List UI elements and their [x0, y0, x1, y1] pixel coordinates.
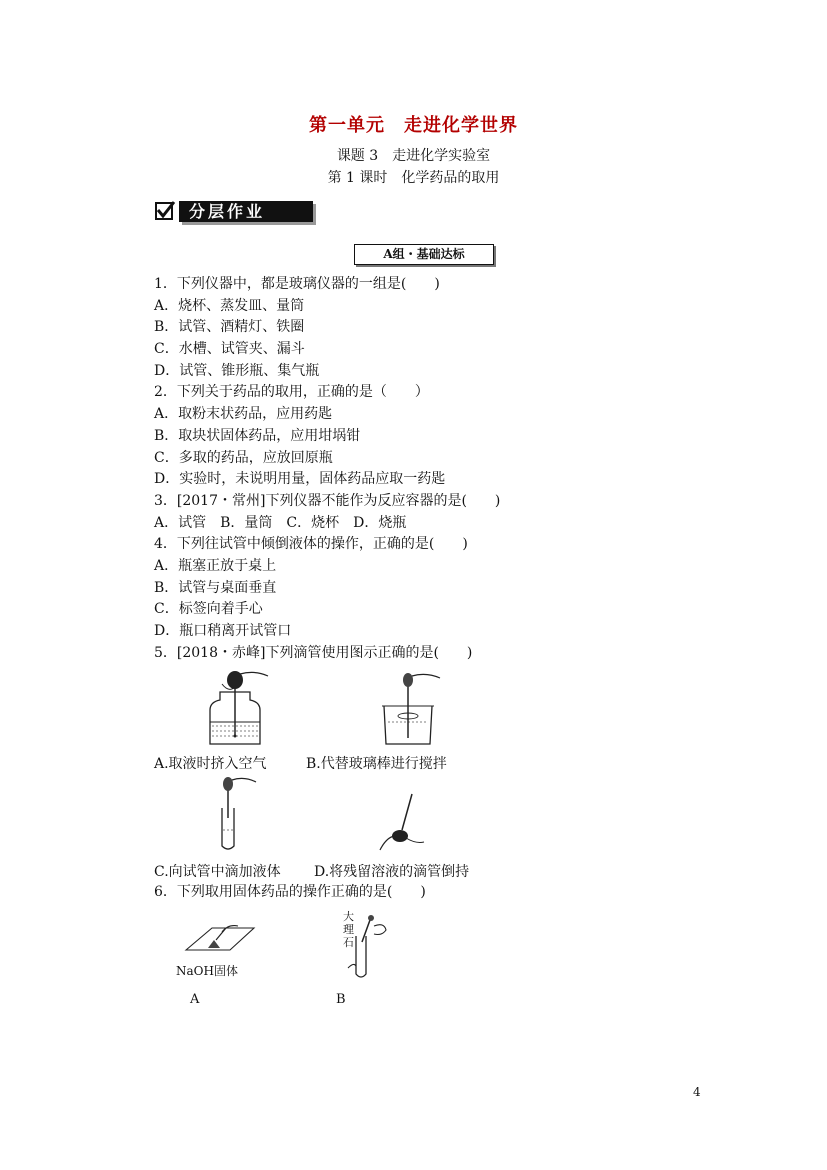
- unit-title: 第一单元 走进化学世界: [309, 115, 518, 136]
- question-6-caption-b: B: [336, 992, 346, 1007]
- naoh-label: NaOH固体: [176, 964, 238, 978]
- question-5-caption-c: C.向试管中滴加液体: [154, 864, 281, 880]
- question-5-caption-b: B.代替玻璃棒进行搅拌: [306, 756, 447, 772]
- marble-label-3: 石: [343, 936, 354, 949]
- question-4-option-a: A．瓶塞正放于桌上: [154, 558, 277, 574]
- marble-label-1: 大: [343, 910, 354, 923]
- group-title: A组・基础达标: [354, 244, 494, 265]
- question-6-caption-a: A: [190, 992, 200, 1007]
- question-3-stem: 3．[2017・常州]下列仪器不能作为反应容器的是( ): [154, 493, 501, 509]
- question-1-option-c: C．水槽、试管夹、漏斗: [154, 341, 305, 357]
- question-2-option-a: A．取粉末状药品，应用药匙: [154, 406, 333, 422]
- question-4-stem: 4．下列往试管中倾倒液体的操作，正确的是( ): [154, 536, 468, 552]
- question-2-option-d: D．实验时，未说明用量，固体药品应取一药匙: [154, 471, 446, 487]
- question-4-option-b: B．试管与桌面垂直: [154, 580, 277, 596]
- question-3-options: A．试管 B．量筒 C．烧杯 D．烧瓶: [154, 515, 407, 531]
- question-1-option-a: A．烧杯、蒸发皿、量筒: [154, 298, 305, 314]
- dropper-bottle-figure: [200, 666, 275, 748]
- inverted-dropper-figure: [372, 790, 432, 854]
- question-4-option-c: C．标签向着手心: [154, 601, 263, 617]
- question-2-option-c: C．多取的药品，应放回原瓶: [154, 450, 333, 466]
- section-title: 分层作业: [179, 201, 313, 222]
- dropper-test-tube-figure: [208, 772, 263, 854]
- question-1-stem: 1．下列仪器中，都是玻璃仪器的一组是( ): [154, 276, 440, 292]
- question-2-option-b: B．取块状固体药品，应用坩埚钳: [154, 428, 361, 444]
- question-2-stem: 2．下列关于药品的取用，正确的是（ ）: [154, 384, 429, 400]
- question-6-stem: 6．下列取用固体药品的操作正确的是( ): [154, 884, 426, 900]
- question-5-stem: 5．[2018・赤峰]下列滴管使用图示正确的是( ): [154, 645, 473, 661]
- section-header: [155, 199, 313, 223]
- question-5-caption-d: D.将残留溶液的滴管倒持: [314, 864, 470, 880]
- period-title: 第 1 课时 化学药品的取用: [327, 170, 500, 186]
- lesson-title: 课题 3 走进化学实验室: [336, 148, 491, 164]
- dropper-beaker-figure: [378, 666, 448, 748]
- page-number: 4: [693, 1085, 701, 1099]
- question-1-option-b: B．试管、酒精灯、铁圈: [154, 319, 305, 335]
- question-1-option-d: D．试管、锥形瓶、集气瓶: [154, 363, 320, 379]
- question-5-caption-a: A.取液时挤入空气: [154, 756, 267, 772]
- marble-label-2: 理: [343, 923, 354, 936]
- question-4-option-d: D．瓶口稍离开试管口: [154, 623, 292, 639]
- checkbox-check-icon: [155, 202, 173, 220]
